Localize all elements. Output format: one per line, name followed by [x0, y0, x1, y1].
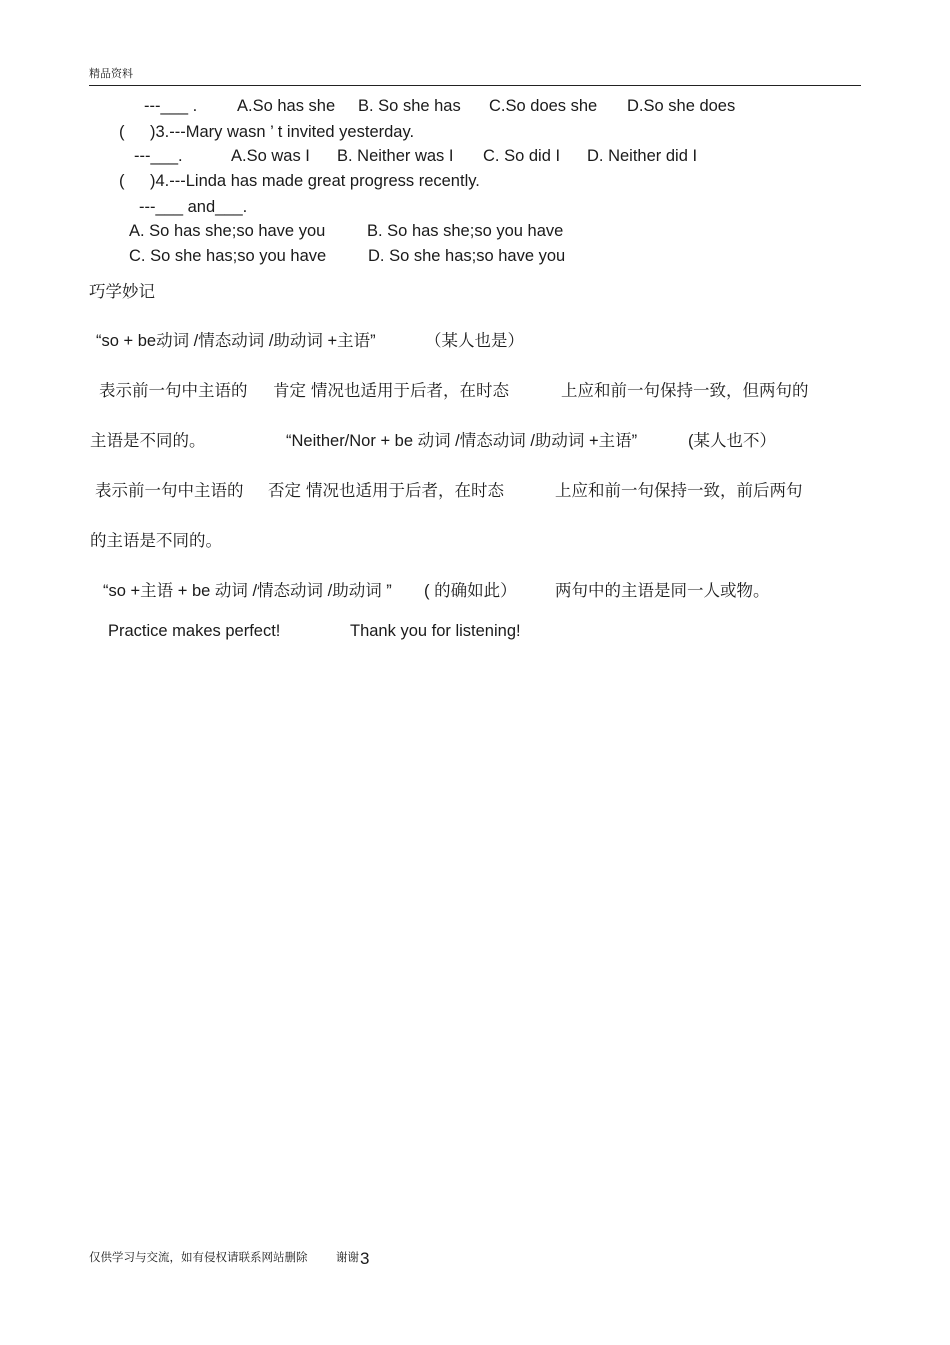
closing-practice: Practice makes perfect! — [108, 622, 281, 640]
rule1-desc-a: 表示前一句中主语的 — [99, 382, 248, 400]
footer-notice: 仅供学习与交流，如有侵权请联系网站删除 — [89, 1252, 308, 1264]
rule2-desc-b: 否定 — [268, 482, 301, 500]
q4-stem: )4.---Linda has made great progress recently. — [150, 172, 480, 190]
header-rule — [89, 85, 861, 86]
rule2-desc-c: 情况也适用于后者，在时态 — [306, 482, 504, 500]
q4-option-c: C. So she has;so you have — [129, 247, 327, 265]
rule1-desc-e: 主语是不同的。 — [90, 432, 206, 450]
q4-option-a: A. So has she;so have you — [129, 222, 326, 240]
rule1-meaning: （某人也是） — [425, 332, 524, 350]
closing-thanks: Thank you for listening! — [350, 622, 521, 640]
q3-option-a: A.So was I — [231, 147, 310, 165]
tips-title: 巧学妙记 — [89, 283, 155, 301]
q4-option-b: B. So has she;so you have — [367, 222, 564, 240]
q2-option-c: C.So does she — [489, 97, 598, 115]
q3-paren: ( — [119, 123, 125, 141]
rule2-meaning: (某人也不） — [688, 432, 776, 450]
rule2-formula: “Neither/Nor + be 动词 /情态动词 /助动词 +主语” — [286, 432, 638, 450]
q3-answer-line: ---___. — [134, 147, 183, 165]
q2-option-d: D.So she does — [627, 97, 736, 115]
rule3-desc: 两句中的主语是同一人或物。 — [555, 582, 770, 600]
q4-paren: ( — [119, 172, 125, 190]
rule2-desc-d: 上应和前一句保持一致，前后两句 — [555, 482, 803, 500]
rule2-desc-a: 表示前一句中主语的 — [95, 482, 244, 500]
rule1-desc-d: 上应和前一句保持一致，但两句的 — [561, 382, 809, 400]
q4-answer-line: ---___ and___. — [139, 198, 248, 216]
q2-option-a: A.So has she — [237, 97, 336, 115]
q4-option-d: D. So she has;so have you — [368, 247, 566, 265]
q2-option-b: B. So she has — [358, 97, 461, 115]
page-number: 3 — [360, 1249, 370, 1268]
rule3-formula: “so +主语 + be 动词 /情态动词 /助动词 ” — [103, 582, 392, 600]
q3-option-b: B. Neither was I — [337, 147, 454, 165]
q3-option-d: D. Neither did I — [587, 147, 698, 165]
rule1-desc-c: 情况也适用于后者，在时态 — [311, 382, 509, 400]
rule3-meaning: ( 的确如此） — [424, 582, 517, 600]
rule1-desc-b: 肯定 — [273, 382, 306, 400]
q3-stem: )3.---Mary wasn ’ t invited yesterday. — [150, 123, 415, 141]
header-label: 精品资料 — [89, 68, 133, 80]
rule1-formula: “so + be动词 /情态动词 /助动词 +主语” — [96, 332, 376, 350]
q2-answer-line: ---___ . — [144, 97, 198, 115]
footer-thanks: 谢谢 — [336, 1252, 359, 1264]
q3-option-c: C. So did I — [483, 147, 561, 165]
rule2-desc-e: 的主语是不同的。 — [90, 532, 222, 550]
